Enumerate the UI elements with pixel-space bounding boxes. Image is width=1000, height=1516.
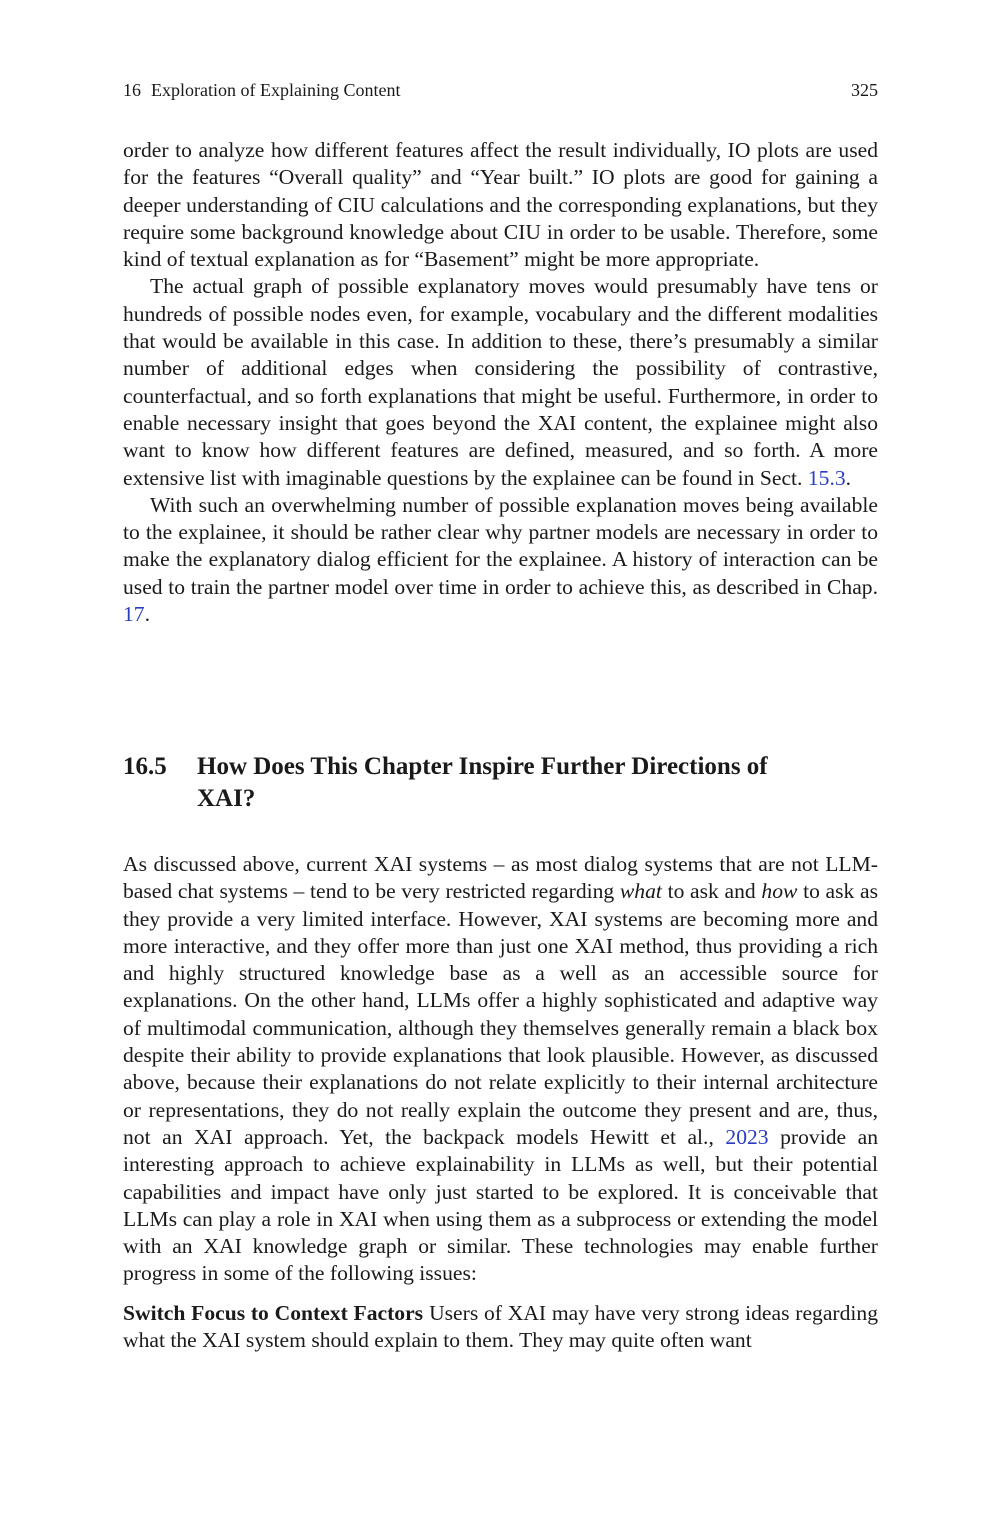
section-number: 16.5: [123, 753, 167, 780]
section-p2-text: Users of XAI may have very strong ideas regarding what the XAI system should explain to them. They may quite often want: [123, 1300, 878, 1353]
paragraph-2: [123, 273, 878, 491]
body-text: [123, 137, 878, 628]
chapter-title: Exploration of Explaining Content: [151, 80, 401, 100]
emphasis-how: how: [761, 879, 798, 904]
paragraph-2-end: .: [845, 465, 852, 490]
section-heading: [123, 751, 878, 815]
paragraph-2-text: The actual graph of possible explanatory moves would presumably have tens or hundreds of possible nodes even, for example, vocabulary and the different modalities that would be available in this case. In addition to these, there’s presumably a similar number of additional edges when considering the possibility of contrastive, counterfactual, and so forth explanations that might be useful. Furthermore, in order to enable necessary insight that goes beyond the XAI content, the explainee might also want to know how different features are defined, measured, and so forth. A more extensive list with imaginable questions by the explainee can be found in Sect.: [123, 274, 878, 490]
chapter-number: 16: [123, 80, 141, 100]
section-p1-a: As discussed above, current XAI systems – as most dialog systems that are not LLM-based chat systems – tend to be very restricted regarding: [123, 852, 878, 904]
running-head-title: [123, 79, 400, 101]
paragraph-3-end: .: [144, 602, 150, 627]
section-paragraph-1: [123, 851, 878, 1288]
paragraph-3-text: With such an overwhelming number of possible explanation moves being available to the explainee, it should be rather clear why partner models are necessary in order to make the explanatory dialog efficient for the explainee. A history of interaction can be used to train the partner model over time in order to achieve this, as described in Chap.: [123, 492, 878, 599]
paragraph-1: order to analyze how different features affect the result individually, IO plots are used for the features “Overall quality” and “Year built.” IO plots are good for gaining a deeper understanding of CIU calculations and the corresponding explanations, but they require some background knowledge about CIU in order to be usable. Therefore, some kind of textual explanation as for “Basement” might be more appropriate.: [123, 138, 878, 272]
section-paragraph-2: [123, 1300, 878, 1355]
paragraph-3: [123, 492, 878, 628]
chapter-17-link[interactable]: 17: [123, 602, 145, 627]
run-in-heading: Switch Focus to Context Factors: [123, 1300, 424, 1325]
section-title: How Does This Chapter Inspire Further Directions of XAI?: [197, 753, 768, 812]
emphasis-what: what: [619, 879, 662, 904]
page-number: 325: [851, 80, 878, 100]
section-p1-c: to ask as they provide a very limited interface. However, XAI systems are becoming more and more interactive, and they offer more than just one XAI method, thus providing a rich and highly structured knowledge base as a well as an accessible source for explanations. On the other hand, LLMs offer a highly sophisticated and adaptive way of multimodal communication, although they themselves generally remain a black box despite their ability to provide explanations that look plausible. However, as discussed above, because their explanations do not relate explicitly to their internal architecture or representations, they do not really explain the outcome they present and are, thus, not an XAI approach. Yet, the backpack models Hewitt et al.,: [123, 879, 878, 1149]
section-text: [123, 851, 878, 1354]
section-15-3-link[interactable]: 15.3: [807, 465, 846, 490]
section-p1-b: to ask and: [661, 879, 762, 904]
citation-2023-link[interactable]: 2023: [725, 1124, 769, 1149]
section-p1-d: provide an interesting approach to achieve explainability in LLMs as well, but their potential capabilities and impact have only just started to be explored. It is conceivable that LLMs can play a role in XAI when using them as a subprocess or extending the model with an XAI knowledge graph or similar. These technologies may enable further progress in some of the following issues:: [123, 1124, 879, 1286]
running-head: [123, 79, 878, 101]
